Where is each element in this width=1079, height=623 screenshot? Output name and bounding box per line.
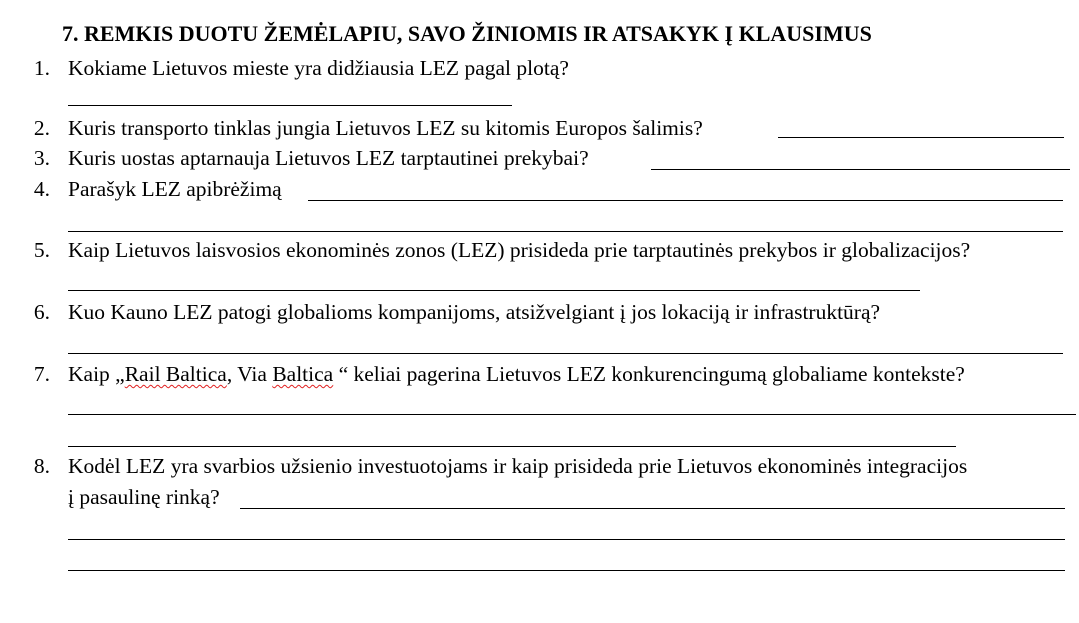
answer-line[interactable] [240,508,1065,509]
answer-line[interactable] [308,200,1063,201]
question-text: Kokiame Lietuvos mieste yra didžiausia LEZ pagal plotą? [68,56,569,80]
worksheet-heading: 7. REMKIS DUOTU ŽEMĖLAPIU, SAVO ŽINIOMIS IR ATSAKYK Į KLAUSIMUS [62,21,872,46]
question-text: Parašyk LEZ apibrėžimą [68,177,282,201]
question-text-line2: į pasaulinę rinką? [68,485,220,509]
rail-baltica-term: Rail Baltica [124,362,227,386]
question-number: 4. [33,177,50,201]
question-text: Kodėl LEZ yra svarbios užsienio investuotojams ir kaip prisideda prie Lietuvos ekonominės integracijos [68,454,968,478]
question-text-part: , Via [226,362,273,386]
answer-line[interactable] [68,231,1063,232]
answer-line[interactable] [651,169,1070,170]
question-number: 6. [33,300,50,324]
answer-line[interactable] [68,539,1065,540]
question-number: 2. [33,116,50,140]
question-text-part: Kaip „ [68,362,125,386]
answer-line[interactable] [68,290,920,291]
question-number: 1. [33,56,50,80]
answer-line[interactable] [68,446,956,447]
question-number: 7. [33,362,50,386]
question-number: 5. [33,238,50,262]
via-baltica-term: Baltica [272,362,334,386]
question-text: Kaip Lietuvos laisvosios ekonominės zonos (LEZ) prisideda prie tarptautinės prekybos ir globalizacijos? [68,238,971,262]
question-text: Kuo Kauno LEZ patogi globalioms kompanijoms, atsižvelgiant į jos lokaciją ir infrastruktūrą? [68,300,881,324]
question-text: Kuris transporto tinklas jungia Lietuvos LEZ su kitomis Europos šalimis? [68,116,703,140]
answer-line[interactable] [68,570,1065,571]
answer-line[interactable] [68,414,1076,415]
question-text [68,362,965,387]
question-number: 8. [33,454,50,478]
answer-line[interactable] [778,137,1064,138]
question-number: 3. [33,146,50,170]
question-text-part: “ keliai pagerina Lietuvos LEZ konkurencingumą globaliame kontekste? [333,362,965,386]
answer-line[interactable] [68,353,1063,354]
question-text: Kuris uostas aptarnauja Lietuvos LEZ tarptautinei prekybai? [68,146,589,170]
answer-line[interactable] [68,105,512,106]
